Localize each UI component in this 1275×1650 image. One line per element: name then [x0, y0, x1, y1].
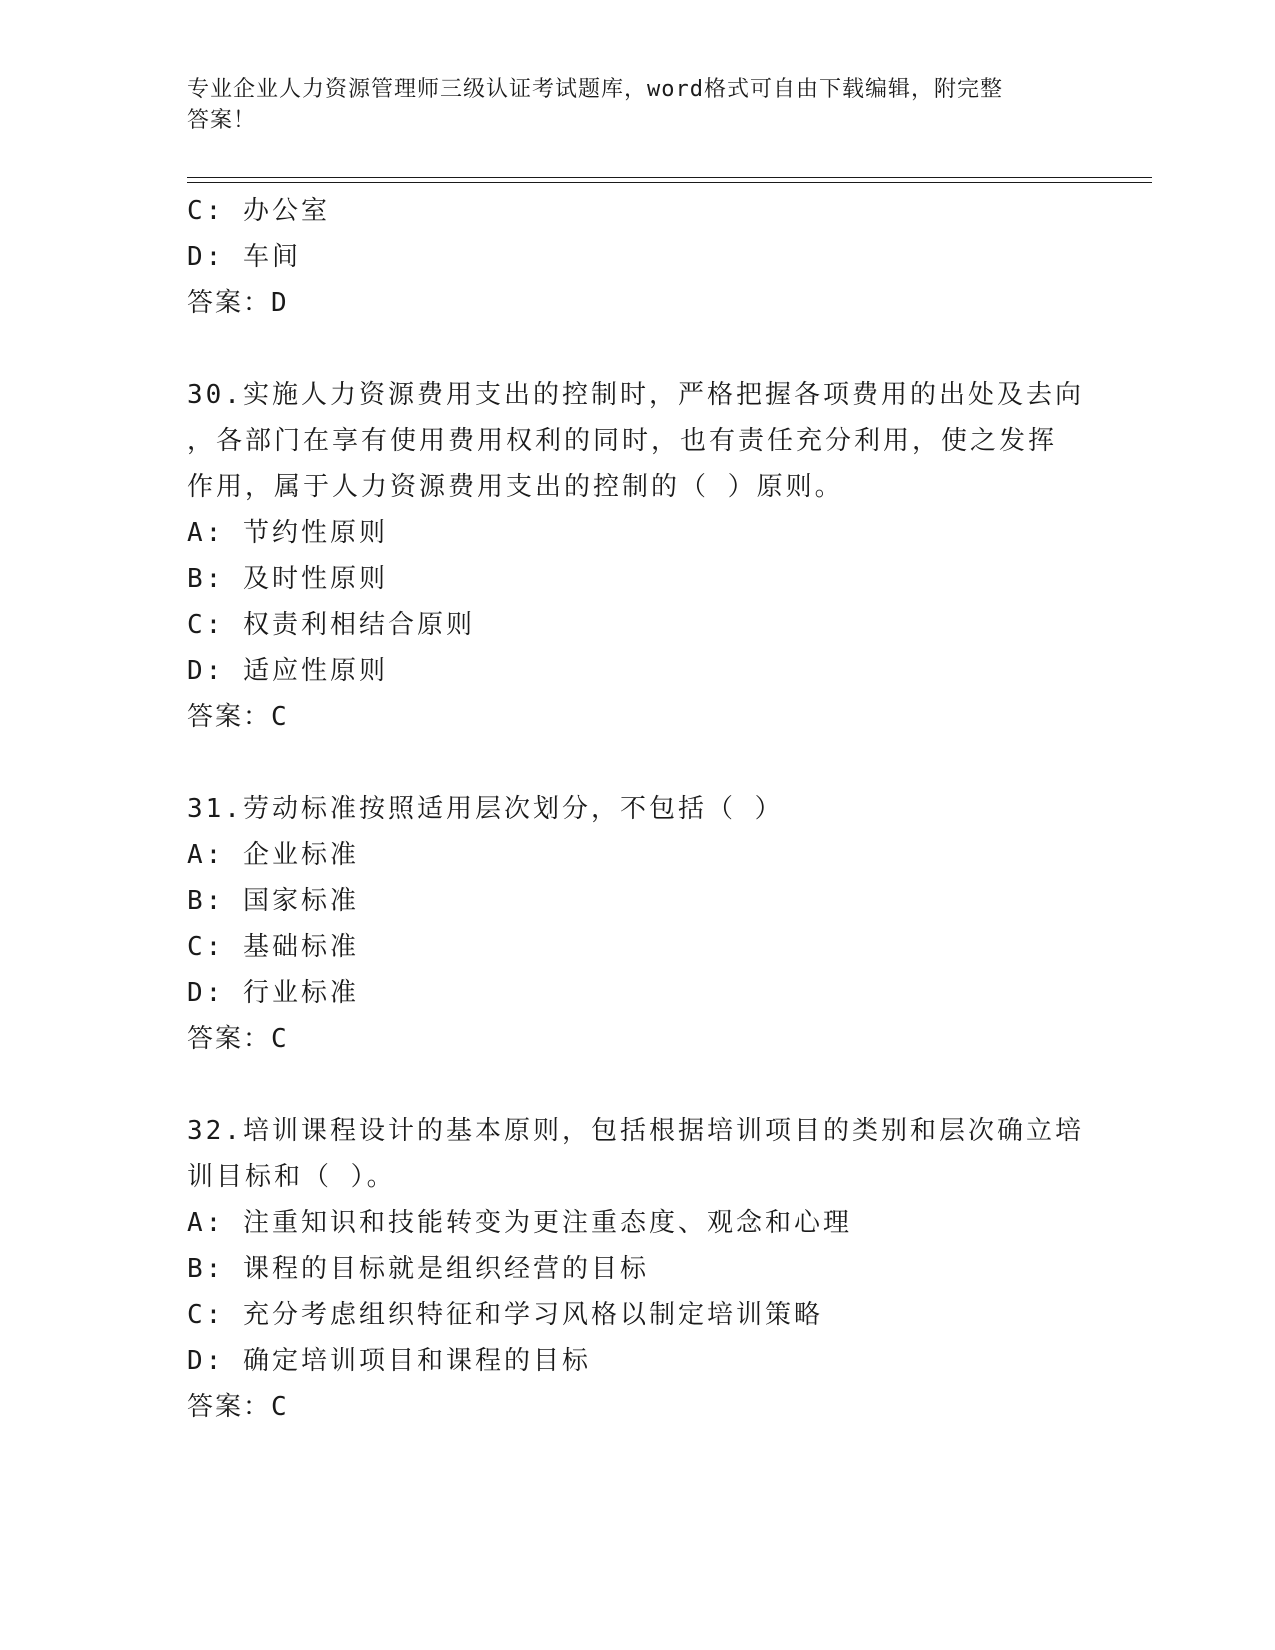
option-c: C: 基础标准	[187, 932, 359, 962]
option-d: D: 车间	[187, 242, 301, 272]
option-d: D: 适应性原则	[187, 656, 388, 686]
answer-line: 答案：C	[187, 1392, 289, 1422]
question-text-line: ，各部门在享有使用费用权利的同时，也有责任充分利用，使之发挥	[187, 426, 1058, 456]
option-a: A: 企业标准	[187, 840, 359, 870]
option-c: C: 权责利相结合原则	[187, 610, 475, 640]
question-text-line: 31.劳动标准按照适用层次划分，不包括（ ）	[187, 794, 784, 824]
header-line-1: 专业企业人力资源管理师三级认证考试题库，word格式可自由下载编辑，附完整	[187, 77, 1003, 102]
answer-line: 答案：C	[187, 1024, 289, 1054]
option-b: B: 课程的目标就是组织经营的目标	[187, 1254, 649, 1284]
question-text-line: 30.实施人力资源费用支出的控制时，严格把握各项费用的出处及去向	[187, 380, 1084, 410]
question-block-31	[187, 786, 1087, 1062]
option-c: C: 办公室	[187, 196, 330, 226]
spacer	[187, 740, 1087, 786]
option-a: A: 注重知识和技能转变为更注重态度、观念和心理	[187, 1208, 852, 1238]
header-line-2: 答案！	[187, 108, 257, 133]
option-b: B: 国家标准	[187, 886, 359, 916]
answer-line: 答案：D	[187, 288, 289, 318]
option-d: D: 确定培训项目和课程的目标	[187, 1346, 591, 1376]
question-text-line: 32.培训课程设计的基本原则，包括根据培训项目的类别和层次确立培	[187, 1116, 1084, 1146]
question-block-32	[187, 1108, 1087, 1430]
spacer	[187, 326, 1087, 372]
question-text-line: 训目标和（ ）。	[187, 1162, 396, 1192]
option-b: B: 及时性原则	[187, 564, 388, 594]
header-rule-bottom	[187, 182, 1152, 183]
question-block-30	[187, 372, 1087, 740]
page-header	[187, 74, 1087, 136]
option-d: D: 行业标准	[187, 978, 359, 1008]
spacer	[187, 1062, 1087, 1108]
option-c: C: 充分考虑组织特征和学习风格以制定培训策略	[187, 1300, 823, 1330]
option-a: A: 节约性原则	[187, 518, 388, 548]
question-text-line: 作用，属于人力资源费用支出的控制的（ ）原则。	[187, 472, 844, 502]
header-rule-top	[187, 177, 1152, 178]
answer-line: 答案：C	[187, 702, 289, 732]
question-content	[187, 188, 1087, 1430]
question-block-29	[187, 188, 1087, 326]
